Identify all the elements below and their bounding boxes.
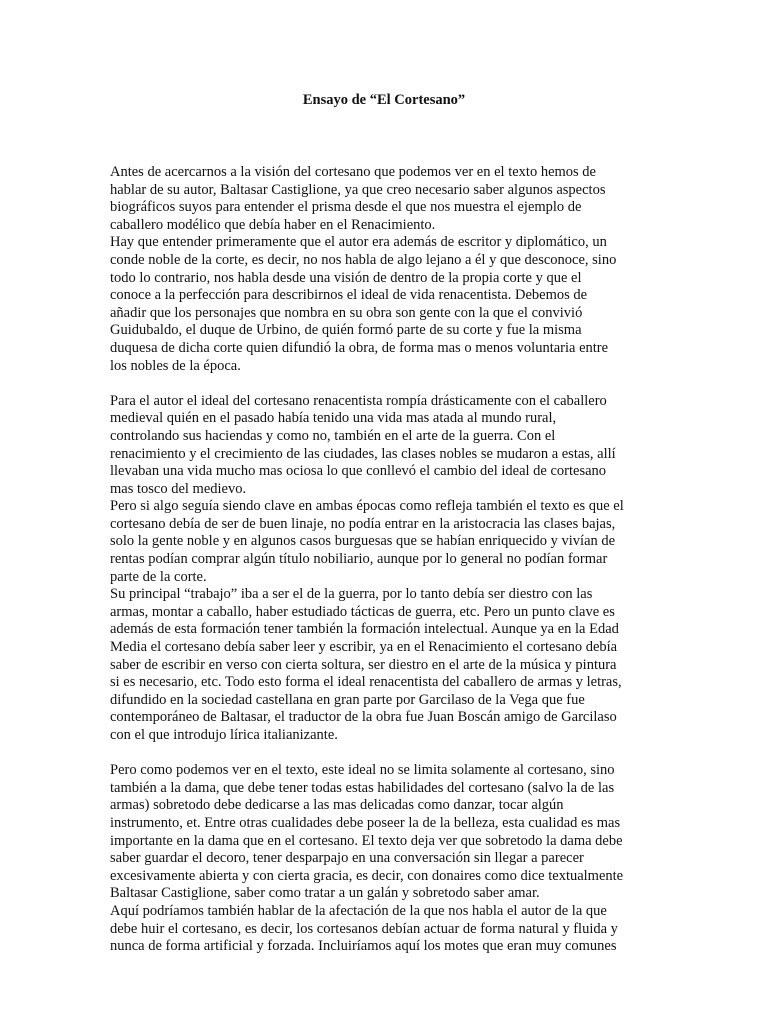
text-line: armas, montar a caballo, haber estudiado tácticas de guerra, etc. Pero un punto clave es	[110, 603, 615, 620]
text-line: además de esta formación tener también la formación intelectual. Aunque ya en la Edad	[110, 621, 619, 638]
text-line: excesivamente abierta y con cierta gracia, es decir, con donaires como dice textualmente	[110, 867, 624, 884]
document-body	[110, 164, 665, 956]
text-line: cortesano debía de ser de buen linaje, no podía entrar en la aristocracia las clases bajas,	[110, 515, 616, 532]
text-line: llevaban una vida mucho mas ociosa lo que conllevó el cambio del ideal de cortesano	[110, 463, 607, 480]
text-line: Su principal “trabajo” iba a ser el de la guerra, por lo tanto debía ser diestro con las	[110, 586, 593, 603]
text-line: parte de la corte.	[110, 568, 207, 585]
text-line: Aquí podríamos también hablar de la afectación de la que nos habla el autor de la que	[110, 902, 607, 919]
document-title: Ensayo de “El Cortesano”	[302, 92, 466, 108]
text-line: los nobles de la época.	[110, 357, 241, 374]
text-line: medieval quién en el pasado había tenido una vida mas atada al mundo rural,	[110, 410, 557, 427]
text-line: contemporáneo de Baltasar, el traductor de la obra fue Juan Boscán amigo de Garcilaso	[110, 709, 617, 726]
text-line: conde noble de la corte, es decir, no nos habla de algo lejano a él y que desconoce, sino	[110, 251, 617, 268]
text-line: Guidubaldo, el duque de Urbino, de quién formó parte de su corte y fue la misma	[110, 322, 582, 339]
text-line: caballero modélico que debía haber en el Renacimiento.	[110, 216, 436, 233]
text-line: mas tosco del medievo.	[110, 480, 247, 497]
text-line: conoce a la perfección para describirnos el ideal de vida renacentista. Debemos de	[110, 287, 588, 304]
text-line: rentas podían comprar algún título nobiliario, aunque por lo general no podían formar	[110, 551, 608, 568]
paragraph-break	[110, 745, 665, 763]
text-line: Pero si algo seguía siendo clave en ambas épocas como refleja también el texto es que el	[110, 498, 624, 515]
text-line: importante en la dama que en el cortesano. El texto deja ver que sobretodo la dama debe	[110, 832, 623, 849]
text-line: si es necesario, etc. Todo esto forma el ideal renacentista del caballero de armas y letras,	[110, 674, 622, 691]
text-line: Pero como podemos ver en el texto, este ideal no se limita solamente al cortesano, sino	[110, 762, 615, 779]
text-line: hablar de su autor, Baltasar Castiglione, ya que creo necesario saber algunos aspectos	[110, 181, 606, 198]
text-line: biográficos suyos para entender el prisma desde el que nos muestra el ejemplo de	[110, 199, 582, 216]
text-line: solo la gente noble y en algunos casos burguesas que se habían enriquecido y vivían de	[110, 533, 616, 550]
text-line: renacimiento y el crecimiento de las ciudades, las clases nobles se mudaron a estas, allí	[110, 445, 616, 462]
text-line: todo lo contrario, nos habla desde una visión de dentro de la propia corte y que el	[110, 269, 582, 286]
paragraph-break	[110, 375, 665, 393]
text-line: armas) sobretodo debe dedicarse a las mas delicadas como danzar, tocar algún	[110, 797, 564, 814]
text-line: con el que introdujo lírica italianizante.	[110, 727, 338, 743]
text-line: debe huir el cortesano, es decir, los cortesanos debían actuar de forma natural y fluida y	[110, 920, 618, 937]
text-line: Hay que entender primeramente que el autor era además de escritor y diplomático, un	[110, 234, 607, 251]
text-line: también a la dama, que debe tener todas estas habilidades del cortesano (salvo la de las	[110, 779, 615, 796]
text-line: instrumento, et. Entre otras cualidades debe poseer la de la belleza, esta cualidad es mas	[110, 814, 621, 831]
text-line: duquesa de dicha corte quien difundió la obra, de forma mas o menos voluntaria entre	[110, 339, 609, 356]
text-line: añadir que los personajes que nombra en su obra son gente con la que el convivió	[110, 304, 583, 321]
text-line: controlando sus haciendas y como no, también en el arte de la guerra. Con el	[110, 427, 556, 444]
text-line: Antes de acercarnos a la visión del cortesano que podemos ver en el texto hemos de	[110, 164, 596, 180]
text-line: Media el cortesano debía saber leer y escribir, ya en el Renacimiento el cortesano debía	[110, 639, 618, 656]
text-line: saber de escribir en verso con cierta soltura, ser diestro en el arte de la música y pintura	[110, 656, 617, 673]
text-line: Para el autor el ideal del cortesano renacentista rompía drásticamente con el caballero	[110, 392, 607, 409]
text-line: difundido en la sociedad castellana en gran parte por Garcilaso de la Vega que fue	[110, 691, 585, 708]
text-line: Baltasar Castiglione, saber como tratar a un galán y sobretodo saber amar.	[110, 885, 540, 902]
text-line: nunca de forma artificial y forzada. Incluiríamos aquí los motes que eran muy comunes	[110, 938, 617, 955]
text-line: saber guardar el decoro, tener desparpajo en una conversación sin llegar a parecer	[110, 850, 584, 867]
